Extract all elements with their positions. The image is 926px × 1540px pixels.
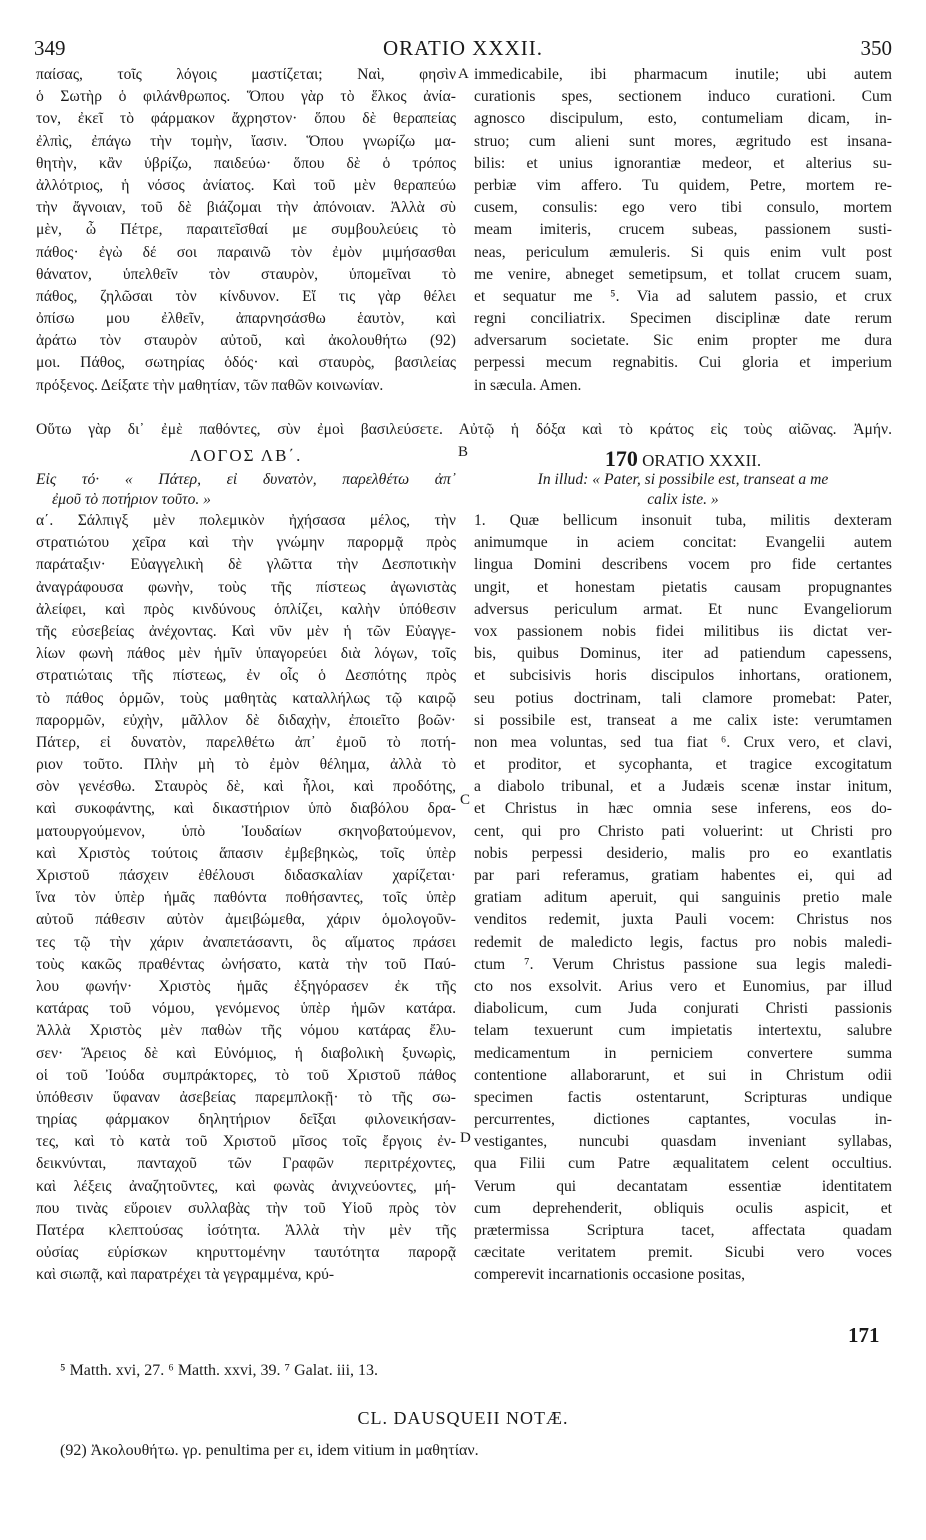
- greek-text-line: ἐλπὶς, ἐπάγω τὴν τομὴν, ἴασιν. Ὅπου γνωρίζω μα-: [36, 132, 456, 150]
- greek-text-line: τες, καὶ τὸ κατὰ τοῦ Χριστοῦ μῖσος τοῖς ἔργοις ἐν-: [36, 1133, 456, 1151]
- latin-text-line: si possibile est, transeat a me calix iste: verumtamen: [474, 711, 892, 729]
- latin-text-line: regni conciliatrix. Specimen disciplinæ date rerum: [474, 310, 892, 328]
- latin-text-line: cent, qui pro Christo pati voluerint: ut Christi pro: [474, 822, 892, 840]
- margin-marker-a: A: [458, 66, 469, 82]
- running-header: [34, 36, 892, 60]
- greek-text-line: ἀλλότριος, ἡ νόσος ἀνίατος. Καὶ τοῦ μὲν θεραπεύω: [36, 176, 456, 194]
- greek-text-line: παράταξιν· Εὐαγγελικὴ δὲ γλῶττα τὴν Δεσποτικὴν: [36, 556, 456, 574]
- latin-text-line: agnosco discipulum, esto, contumeliam dicam, in-: [474, 110, 892, 128]
- latin-text-line: cto nos exsolvit. Arius vero et Eunomius, par illud: [474, 977, 892, 995]
- latin-text-line: in sæcula. Amen.: [474, 376, 582, 394]
- latin-subtitle-line: In illud: « Pater, si possibile est, transeat a me: [537, 471, 829, 488]
- greek-column-body: [36, 510, 456, 1287]
- greek-text-line: που τινὰς εὕροιεν συλλαβὰς τὴν τοῦ Υἱοῦ πρὸς τὸν: [36, 1199, 456, 1217]
- greek-text-line: τες τῷ τὴν χάριν ἀναπετάσαντι, ὃς αἵματος πράσει: [36, 933, 456, 951]
- latin-text-line: gratiam aditum aperuit, qui sanguinis pretio male: [474, 889, 892, 907]
- latin-text-line: 1. Quæ bellicum insonuit tuba, militis dexteram: [474, 512, 892, 529]
- latin-text-line: cusem, consulis: ego vero tibi consulo, mortem: [474, 199, 892, 217]
- greek-text-line: δεικνύνται, πανταχοῦ τῶν Γραφῶν περιτρέχοντες,: [36, 1155, 456, 1173]
- latin-text-line: curationis spes, sectionem induco curationi. Cum: [474, 88, 892, 106]
- latin-text-line: vox passionem nobis fidei militibus iis dictat ver-: [474, 622, 892, 640]
- greek-text-line: Πατέρα κλεπτούσας ἰσότητα. Ἀλλὰ τὴν μὲν τῆς: [36, 1222, 456, 1239]
- page-marker-170: 170: [604, 446, 638, 471]
- greek-text-line: ἵνα τὸν ὑπὲρ ἡμᾶς παθόντα ποθήσαντες, τοῖς ὑπὲρ: [36, 889, 456, 907]
- latin-text-line: specimen factis ostentarunt, Scripturas undique: [474, 1088, 892, 1106]
- latin-text-line: bis, quibus Dominus, iter ad patiendum capessens,: [474, 645, 892, 663]
- greek-text-line: λου φωνήν· Χριστὸς ἡμᾶς ἐξηγόρασεν ἐκ τῆς: [36, 977, 456, 995]
- latin-text-line: non mea voluntas, sed tua fiat ⁶. Crux vero, et clavi,: [474, 733, 892, 751]
- greek-section-title: ΛΟΓΟΣ ΛΒ΄.: [189, 446, 303, 465]
- greek-text-line: Χριστοῦ πάσχειν ἐθέλουσι διδασκαλίαν χαρίζεται·: [36, 867, 456, 884]
- latin-text-line: Verum qui decantatam essentiæ identitatem: [474, 1177, 892, 1195]
- greek-text-line: καὶ Χριστὸς τούτοις ἅπασιν ἐμβεβηκὼς, τοῖς ὑπὲρ: [36, 844, 456, 862]
- greek-text-line: καὶ λέξεις ἀναζητοῦντες, καὶ φωνὰς ἀνιχνεύοντες, μή-: [36, 1177, 456, 1195]
- note-92: (92) Ἀκολουθήτω. γρ. penultima per ει, idem vitium in μαθητίαν.: [60, 1442, 479, 1459]
- latin-text-line: lingua Domini describens vocem pro fide certantes: [474, 556, 892, 574]
- latin-subtitle-line: calix iste. »: [647, 491, 719, 508]
- greek-text-line: θητὴν, κἂν ὑβρίζω, παιδεύω· ὅπου δὲ ὁ τρόπος: [36, 154, 456, 172]
- greek-text-line: σεν· Ἄρειος δὲ καὶ Εὐνόμιος, ἡ διαβολικὴ ξυνωρὶς,: [36, 1044, 456, 1062]
- latin-text-line: nobis perpessi desiderio, malis pro eo exantlatis: [474, 844, 892, 862]
- greek-text-line: παρορμῶν, εὐχὴν, μᾶλλον δὲ διδαχὴν, ἐποιεῖτο βοῶν·: [36, 711, 456, 729]
- greek-text-line: τοὺς κακῶς πραθέντας ὠνήσατο, κατὰ τὴν τοῦ Παύ-: [36, 955, 456, 973]
- latin-text-line: medicamentum in perniciem convertere summa: [474, 1044, 892, 1062]
- greek-column-top: [36, 64, 456, 397]
- greek-text-line: καὶ σιωπᾷ, καὶ παρατρέχει τὰ γεγραμμένα, κρύ-: [36, 1266, 335, 1284]
- greek-text-line: τῆς εὐσεβείας ἀνέχοντας. Καὶ νῦν μὲν ἡ τῶν Εὐαγγε-: [36, 622, 456, 640]
- greek-text-line: λίων φωνὴ πάθος μὲν ἡμῖν ὑπαγορεύει διὰ λόγων, τοῖς: [36, 645, 456, 663]
- latin-text-line: par pari referamus, gratiam habentes ei, qui ad: [474, 867, 892, 884]
- greek-text-line: παίσας, τοῖς λόγοις μαστίζεται; Ναὶ, φησὶν: [36, 66, 456, 83]
- greek-text-line: καὶ συκοφάντης, καὶ δικαστήριον ὑπὸ διαβόλου δρα-: [36, 800, 456, 818]
- margin-marker-c: C: [460, 792, 471, 808]
- greek-text-line: ὁ Σωτὴρ ὁ φιλάνθρωπος. Ὅπου γὰρ τὸ ἕλκος ἀνία-: [36, 88, 456, 106]
- latin-text-line: perpessi mecum regnabitis. Cui gloria et imperium: [474, 354, 892, 372]
- latin-text-line: qua Filii cum Patre æqualitatem celent occultius.: [474, 1155, 892, 1173]
- greek-text-line: πρόξενος. Δείξατε τὴν μαθητίαν, τῶν παθῶν κοινωνίαν.: [36, 376, 384, 394]
- latin-text-line: adversarum societate. Sic enim propter me dura: [474, 332, 892, 350]
- greek-text-line: οἱ τοῦ Ἰούδα συμπράκτορες, τὸ τοῦ Χριστοῦ πάθος: [36, 1066, 456, 1084]
- latin-section-title: ORATIO XXXII.: [642, 451, 762, 470]
- latin-text-line: ungit, et honestam pietatis causam propugnantes: [474, 578, 892, 596]
- latin-text-line: adversus periculum armat. Et nunc Evangeliorum: [474, 600, 892, 618]
- greek-text-line: στρατιώτου χεῖρα καὶ τὴν γνώμην παρορμᾷ πρὸς: [36, 534, 456, 552]
- latin-text-line: et sequatur me ⁵. Via ad salutem passio, et crux: [474, 287, 892, 305]
- page-marker-171: 171: [848, 1323, 880, 1347]
- greek-text-line: τὸ πάθος ὁρμῶν, τοὺς μαθητὰς καταλλήλως τῷ καιρῷ: [36, 689, 456, 707]
- greek-text-line: Πάτερ, εἰ δυνατὸν, παρελθέτω ἀπ᾽ ἐμοῦ τὸ ποτή-: [36, 733, 456, 751]
- greek-text-line: τηρίας φάρμακον δηλητήριον δεῖξαι φιλονεικήσαν-: [36, 1111, 456, 1129]
- greek-text-line: τον, ἐκεῖ τὸ φάρμακον ἄχρηστον· ὅπου δὲ θεραπείας: [36, 110, 456, 128]
- latin-text-line: cæcitate veritatem premit. Sicubi vero voces: [474, 1244, 892, 1262]
- greek-text-line: σὸν γενέσθω. Σταυρὸς δὲ, καὶ ἧλοι, καὶ προδότης,: [36, 778, 456, 796]
- greek-text-line: κατάρας τοῦ νόμου, γενόμενος ὑπὲρ ἡμῶν κατάρα.: [36, 1000, 456, 1018]
- closing-line-text: Οὕτω γὰρ δι᾽ ἐμὲ παθόντες, σὺν ἐμοὶ βασιλεύσετε. Αὐτῷ ἡ δόξα καὶ τὸ κράτος εἰς τοὺς αἰῶνας. Ἀμήν.: [36, 421, 892, 438]
- latin-text-line: immedicabile, ibi pharmacum inutile; ubi autem: [474, 66, 892, 83]
- greek-subtitle-line: ἐμοῦ τὸ ποτήριον τοῦτο. »: [52, 491, 211, 508]
- greek-text-line: ὑπόθεσιν ὕφαναν ἀσεβείας παρεμπλοκῇ· τὸ τῆς σω-: [36, 1088, 456, 1106]
- latin-text-line: struo; cum alieni sunt mores, ægritudo est insana-: [474, 132, 892, 150]
- greek-text-line: οὐσίας εὑρίσκων κηρυττομένην ταυτότητα παρορᾷ: [36, 1244, 456, 1262]
- latin-text-line: contentione allaborarunt, et sui in Christum odii: [474, 1066, 892, 1084]
- greek-text-line: ἀλείφει, καὶ πρὸς κινδύνους ὁπλίζει, καλὴν ὑπόθεσιν: [36, 600, 456, 618]
- latin-column-top: [474, 64, 892, 397]
- greek-text-line: μοι. Πάθος, σωτηρίας ὁδός· καὶ σταυρὸς, βασιλείας: [36, 354, 456, 372]
- notes-title: CL. DAUSQUEII NOTÆ.: [357, 1408, 569, 1428]
- latin-text-line: meam imiteris, crucem subeas, passionem susti-: [474, 221, 892, 239]
- footnotes: ⁵ Matth. xvi, 27. ⁶ Matth. xxvi, 39. ⁷ Galat. iii, 13.: [60, 1362, 379, 1379]
- latin-text-line: diabolicum, cum Juda conjurati Christi passionis: [474, 1000, 892, 1018]
- closing-line: [36, 421, 892, 439]
- greek-text-line: μὲν, ὦ Πέτρε, παραιτεῖσθαί με συμβουλεύεις τὸ: [36, 221, 456, 239]
- latin-text-line: et proditor, et sycophanta, et tragice excogitatum: [474, 756, 892, 774]
- latin-text-line: ctum ⁷. Verum Christus passione sua legis maledi-: [474, 955, 892, 973]
- greek-text-line: στρατιώταις τῆς πίστεως, ἐν οἷς ὁ Δεσπότης πρὸς: [36, 667, 456, 685]
- latin-text-line: telam texuerunt cum impietatis intertextu, salubre: [474, 1022, 892, 1040]
- greek-text-line: ματουργούμενον, ὑπὸ Ἰουδαίων σκηνοβατούμενον,: [36, 822, 456, 840]
- greek-subtitle: [36, 470, 456, 510]
- greek-text-line: ὀπίσω μου ἐλθεῖν, ἀπαρνησάσθω ἑαυτὸν, καὶ: [36, 310, 456, 328]
- latin-text-line: venditos redemit, juxta Pauli vocem: Christus nos: [474, 911, 892, 929]
- page-number-left: 349: [34, 36, 66, 60]
- latin-subtitle: [474, 470, 892, 510]
- margin-marker-d: D: [460, 1130, 471, 1146]
- latin-text-line: seu potius doctrinam, tali clamore promebat: Pater,: [474, 689, 892, 707]
- greek-text-line: πάθος· ἐγὼ δέ σοι παραινῶ τὸν ἐμὸν μιμήσασθαι: [36, 243, 456, 261]
- greek-text-line: θάνατον, ὑπελθεῖν τὸν σταυρὸν, ὑπομεῖναι τὸ: [36, 265, 456, 283]
- greek-text-line: ριον τοῦτο. Πλὴν μὴ τὸ ἐμὸν θέλημα, ἀλλὰ τὸ: [36, 756, 456, 774]
- latin-text-line: cum deprehenderit, obliquis oculis aspicit, et: [474, 1199, 892, 1217]
- greek-text-line: α΄. Σάλπιγξ μὲν πολεμικὸν ἠχήσασα μέλος, τὴν: [36, 512, 456, 529]
- latin-text-line: et subcisivis horis discipulos inhortans, orationem,: [474, 667, 892, 685]
- greek-text-line: ἀναγράφουσα φωνὴν, τοὺς τῆς πίστεως ἀγωνιστὰς: [36, 578, 456, 596]
- latin-text-line: vestigantes, nuncubi quasdam inveniant syllabas,: [474, 1133, 892, 1151]
- latin-text-line: comperevit incarnationis occasione positas,: [474, 1266, 746, 1284]
- greek-subtitle-line: Εἰς τό· « Πάτερ, εἰ δυνατὸν, παρελθέτω ἀπ᾽: [36, 471, 456, 488]
- latin-text-line: a diabolo tribunal, et a Judæis scenæ instar initum,: [474, 778, 892, 796]
- greek-text-line: Ἀλλὰ Χριστὸς μὲν παθὼν τῆς νόμου κατάρας ἔλυ-: [36, 1022, 456, 1040]
- latin-text-line: animumque in aciem concitat: Evangelii autem: [474, 534, 892, 552]
- latin-text-line: prætermissa Scriptura tacet, affectata quadam: [474, 1222, 892, 1239]
- latin-text-line: redemit de maledicto legis, factus pro nobis maledi-: [474, 933, 892, 951]
- greek-text-line: ἀράτω τὸν σταυρὸν αὐτοῦ, καὶ ἀκολουθήτω (92): [36, 332, 456, 350]
- latin-text-line: perbiæ vim affero. Tu quidem, Petre, mortem re-: [474, 176, 892, 194]
- latin-column-body: [474, 510, 892, 1287]
- page-number-right: 350: [860, 36, 892, 60]
- greek-text-line: πάθος, ζηλῶσαι τὸν κίνδυνον. Εἴ τις γὰρ θέλει: [36, 287, 456, 305]
- margin-marker-b: B: [458, 444, 469, 460]
- latin-text-line: et Christus in hæc omnia sese inferens, eos do-: [474, 800, 892, 818]
- latin-text-line: percurrentes, dictiones captantes, voculas in-: [474, 1111, 892, 1129]
- greek-text-line: αὐτοῦ πάθεσιν αὐτὸν ἀμειβώμεθα, χάριν ὁμολογοῦν-: [36, 911, 456, 929]
- running-title: ORATIO XXXII.: [383, 36, 543, 60]
- latin-section-heading: [474, 446, 892, 472]
- latin-text-line: bilis: et unius ignorantiæ medeor, et alterius su-: [474, 154, 892, 172]
- latin-text-line: neas, periculum æmuleris. Si quis enim vult post: [474, 243, 892, 261]
- latin-text-line: me venire, abneget semetipsum, et tollat crucem suam,: [474, 265, 892, 283]
- greek-text-line: τὴν ἄγνοιαν, τοῦ δὲ βιάζομαι τὴν ἀπόνοιαν. Ἀλλὰ σὺ: [36, 199, 456, 217]
